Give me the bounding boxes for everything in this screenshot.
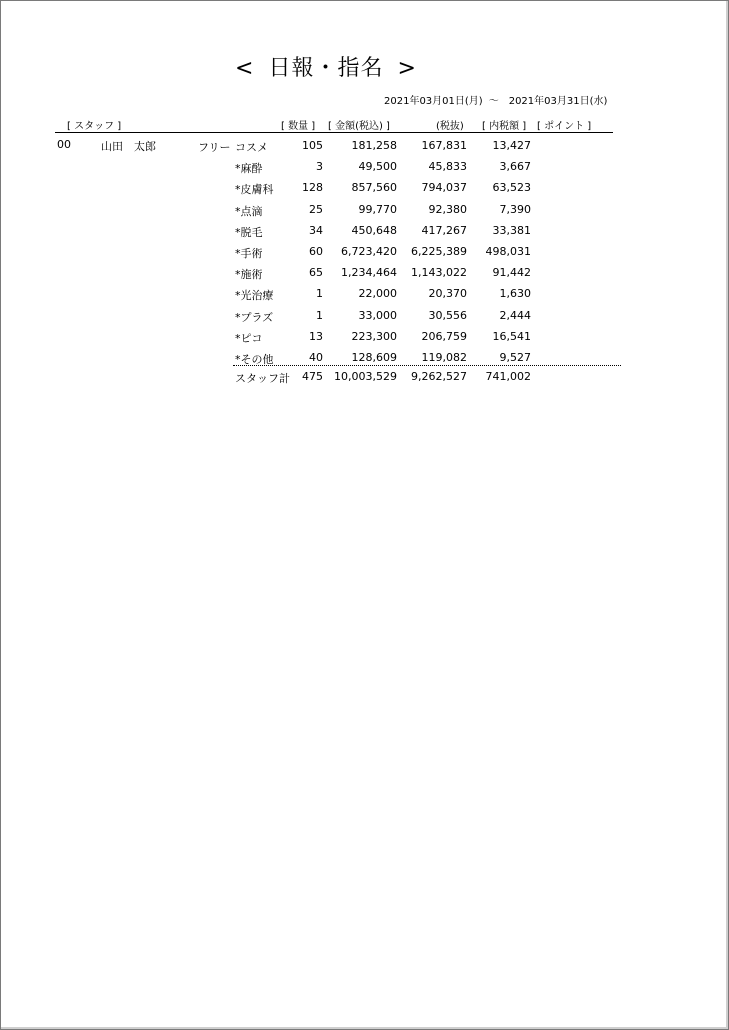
row-category: *ピコ (235, 332, 263, 345)
header-amount-excl: (税抜) (436, 121, 464, 132)
row-category: *施術 (235, 268, 263, 281)
row-amount-incl: 1,234,464 (341, 266, 397, 279)
report-title (1, 51, 651, 82)
row-category: *点滴 (235, 205, 263, 218)
period-to: 2021年03月31日(水) (508, 96, 608, 107)
row-category: *麻酔 (235, 162, 263, 175)
period-from: 2021年03月01日(月) (384, 96, 483, 107)
row-amount-incl: 49,500 (358, 160, 397, 173)
staff-code: 00 (57, 138, 71, 151)
row-qty: 1 (316, 309, 323, 322)
row-amount-excl: 794,037 (421, 181, 467, 194)
row-tax: 3,667 (499, 160, 531, 173)
row-amount-incl: 181,258 (351, 139, 397, 152)
row-qty: 25 (309, 203, 323, 216)
row-amount-incl: 450,648 (351, 224, 397, 237)
row-tax: 9,527 (499, 351, 531, 364)
row-tax: 13,427 (492, 139, 531, 152)
row-amount-excl: 45,833 (428, 160, 467, 173)
row-qty: 13 (309, 330, 323, 343)
row-category: コスメ (235, 141, 268, 154)
row-category: *皮膚科 (235, 183, 274, 196)
row-tax: 7,390 (499, 203, 531, 216)
row-tax: 1,630 (499, 287, 531, 300)
report-period (384, 92, 607, 107)
row-amount-incl: 6,723,420 (341, 245, 397, 258)
row-amount-incl: 857,560 (351, 181, 397, 194)
staff-name: 山田 太郎 (101, 140, 156, 153)
row-tax: 2,444 (499, 309, 531, 322)
row-amount-incl: 99,770 (358, 203, 397, 216)
row-amount-incl: 22,000 (358, 287, 397, 300)
total-qty: 475 (302, 370, 323, 383)
title-left-bracket: < (235, 56, 255, 81)
total-separator (233, 365, 621, 366)
row-qty: 65 (309, 266, 323, 279)
row-tax: 498,031 (485, 245, 531, 258)
row-amount-excl: 167,831 (421, 139, 467, 152)
row-amount-excl: 30,556 (428, 309, 467, 322)
row-amount-excl: 417,267 (421, 224, 467, 237)
period-separator: ～ (488, 96, 499, 107)
total-amount-excl: 9,262,527 (411, 370, 467, 383)
row-category: *その他 (235, 353, 274, 366)
row-tax: 91,442 (492, 266, 531, 279)
header-underline (55, 132, 613, 133)
total-amount-incl: 10,003,529 (334, 370, 397, 383)
header-qty: [ 数量 ] (281, 121, 316, 132)
title-right-bracket: > (397, 56, 417, 81)
row-amount-excl: 119,082 (421, 351, 467, 364)
header-point: [ ポイント ] (537, 121, 592, 132)
row-qty: 1 (316, 287, 323, 300)
row-qty: 128 (302, 181, 323, 194)
row-category: *脱毛 (235, 226, 263, 239)
row-amount-excl: 92,380 (428, 203, 467, 216)
total-label: スタッフ計 (235, 372, 290, 385)
row-qty: 3 (316, 160, 323, 173)
total-tax: 741,002 (485, 370, 531, 383)
title-text: 日報・指名 (268, 56, 384, 81)
header-tax: [ 内税額 ] (482, 121, 527, 132)
row-qty: 60 (309, 245, 323, 258)
row-amount-excl: 20,370 (428, 287, 467, 300)
row-tax: 33,381 (492, 224, 531, 237)
row-tax: 63,523 (492, 181, 531, 194)
row-amount-incl: 128,609 (351, 351, 397, 364)
staff-type: フリー (198, 141, 231, 154)
row-qty: 34 (309, 224, 323, 237)
row-qty: 105 (302, 139, 323, 152)
row-category: *プラズ (235, 311, 274, 324)
row-qty: 40 (309, 351, 323, 364)
row-amount-incl: 223,300 (351, 330, 397, 343)
row-amount-excl: 6,225,389 (411, 245, 467, 258)
row-amount-excl: 206,759 (421, 330, 467, 343)
row-amount-excl: 1,143,022 (411, 266, 467, 279)
header-amount-incl: [ 金額(税込) ] (328, 121, 390, 132)
row-tax: 16,541 (492, 330, 531, 343)
row-amount-incl: 33,000 (358, 309, 397, 322)
row-category: *光治療 (235, 289, 274, 302)
header-staff: [ スタッフ ] (67, 121, 122, 132)
row-category: *手術 (235, 247, 263, 260)
